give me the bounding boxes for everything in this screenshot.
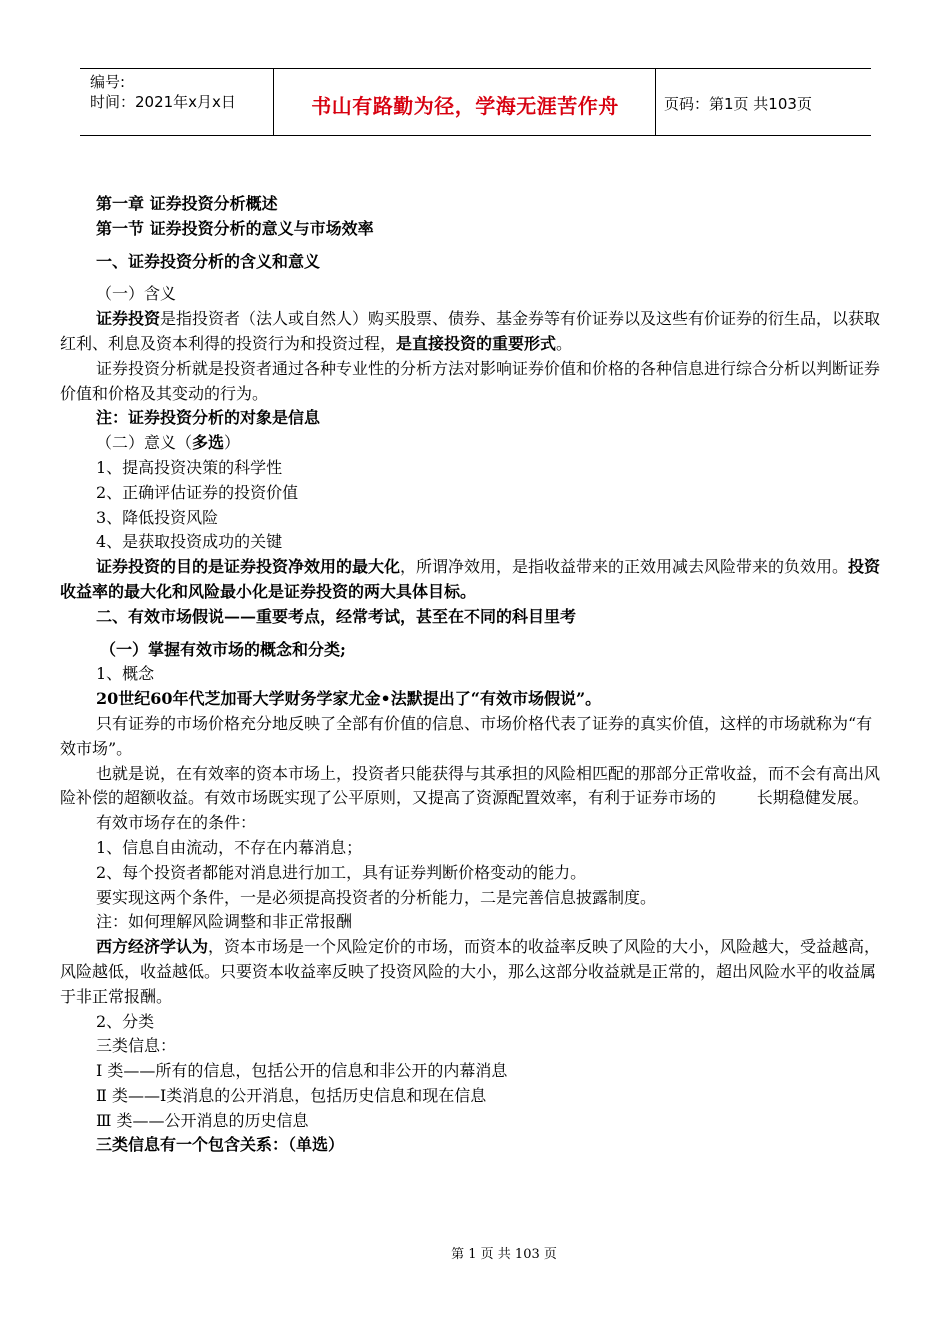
header-code-label: 编号: xyxy=(90,73,126,91)
paragraph-securities-investment xyxy=(60,307,885,357)
p1-end: 。 xyxy=(556,333,573,353)
sub2-text: （二）意义（ xyxy=(96,433,193,453)
subheading-efficient-market: （一）掌握有效市场的概念和分类; xyxy=(100,639,346,659)
paragraph-analysis-definition: 证券投资分析就是投资者通过各种专业性的分析方法对影响证券价值和价格的各种信息进行综合分析以判断证券价值和价格及其变动的行为。 xyxy=(60,358,881,403)
item-concept: 1、概念 xyxy=(96,664,155,684)
paragraph-three-info: 三类信息： xyxy=(96,1036,177,1056)
paragraph-efficient-market-definition: 只有证券的市场价格充分地反映了全部有价值的信息、市场价格代表了证券的真实价值，这样的市场就称为“有效市场”。 xyxy=(60,713,873,758)
paragraph-fama: 20世纪60年代芝加哥大学财务学家尤金•法默提出了“有效市场假说”。 xyxy=(96,689,602,709)
p9-text: ，资本市场是一个风险定价的市场，而资本的收益率反映了风险的大小，风险越大，受益越高，风险越低，收益越低。只要资本收益率反映了投资风险的大小，那么这部分收益就是正常的，超出风险水平的收益属于非正常报酬。 xyxy=(60,937,881,1006)
header-divider-right xyxy=(655,68,656,135)
p9-bold: 西方经济学认为 xyxy=(96,937,209,957)
condition-item: 1、信息自由流动，不存在内幕消息； xyxy=(96,837,363,857)
header-motto: 书山有路勤为径，学海无涯苦作舟 xyxy=(311,94,619,118)
class-item: Ⅰ 类——所有的信息，包括公开的信息和非公开的内幕消息 xyxy=(96,1061,508,1081)
paragraph-investment-goal xyxy=(60,555,885,605)
note-analysis-object: 注：证券投资分析的对象是信息 xyxy=(96,408,321,428)
sub2-bold: 多选 xyxy=(192,433,225,453)
paragraph-conditions: 有效市场存在的条件： xyxy=(96,813,257,833)
paragraph-efficient-market-explanation: 也就是说，在有效率的资本市场上，投资者只能获得与其承担的风险相匹配的那部分正常收益，而不会有高出风险补偿的超额收益。有效市场既实现了公平原则，又提高了资源配置效率，有利于证券市场的 长期稳健发展。 xyxy=(60,763,881,808)
class-item: Ⅱ 类——Ⅰ类消息的公开消息，包括历史信息和现在信息 xyxy=(96,1085,487,1105)
header-top-rule xyxy=(80,68,871,69)
subheading-definition: （一）含义 xyxy=(96,284,177,304)
class-item: Ⅲ 类——公开消息的历史信息 xyxy=(96,1110,309,1130)
p1-bold-end: 是直接投资的重要形式 xyxy=(396,333,557,353)
heading-two: 二、有效市场假说——重要考点，经常考试，甚至在不同的科目里考 xyxy=(96,606,577,626)
list-item: 3、降低投资风险 xyxy=(96,507,219,527)
list-item: 4、是获取投资成功的关键 xyxy=(96,532,283,552)
header-divider-left xyxy=(273,68,274,135)
paragraph-requirements: 要实现这两个条件，一是必须提高投资者的分析能力，二是完善信息披露制度。 xyxy=(96,887,657,907)
header-bottom-rule xyxy=(80,135,871,136)
p1-text: 是指投资者（法人或自然人）购买股票、债券、基金券等有价证券以及这些有价证券的衍生品，以获取红利、利息及资本利得的投资行为和投资过程， xyxy=(60,309,881,353)
sub2-close: ） xyxy=(224,433,241,453)
chapter-title: 第一章 证券投资分析概述 xyxy=(96,194,278,213)
document-body xyxy=(60,192,885,1158)
term-securities-investment: 证券投资 xyxy=(96,309,161,329)
paragraph-western-economics xyxy=(60,935,885,1009)
p3-bold: 证券投资的目的是证券投资净效用的最大化 xyxy=(96,557,401,577)
paragraph-inclusion: 三类信息有一个包含关系：（单选） xyxy=(96,1135,345,1155)
header-time-label: 时间：2021年x月x日 xyxy=(90,93,236,111)
header-page-info: 页码：第1页 共103页 xyxy=(664,95,812,113)
list-item: 2、正确评估证券的投资价值 xyxy=(96,482,299,502)
subheading-significance xyxy=(60,431,885,456)
p3-text: ，所谓净效用，是指收益带来的正效用减去风险带来的负效用。 xyxy=(400,557,849,577)
note-risk-adjustment: 注：如何理解风险调整和非正常报酬 xyxy=(96,912,353,932)
heading-one: 一、证券投资分析的含义和意义 xyxy=(96,251,321,271)
header-meta xyxy=(90,72,236,112)
p3-bold-end: 投资收益率的最大化和风险最小化是证券投资的两大具体目标。 xyxy=(60,557,881,601)
list-item: 1、提高投资决策的科学性 xyxy=(96,457,283,477)
section-title: 第一节 证券投资分析的意义与市场效率 xyxy=(96,218,374,238)
page-footer: 第 1 页 共 103 页 xyxy=(451,1247,557,1262)
condition-item: 2、每个投资者都能对消息进行加工，具有证券判断价格变动的能力。 xyxy=(96,862,587,882)
item-classification: 2、分类 xyxy=(96,1011,155,1031)
